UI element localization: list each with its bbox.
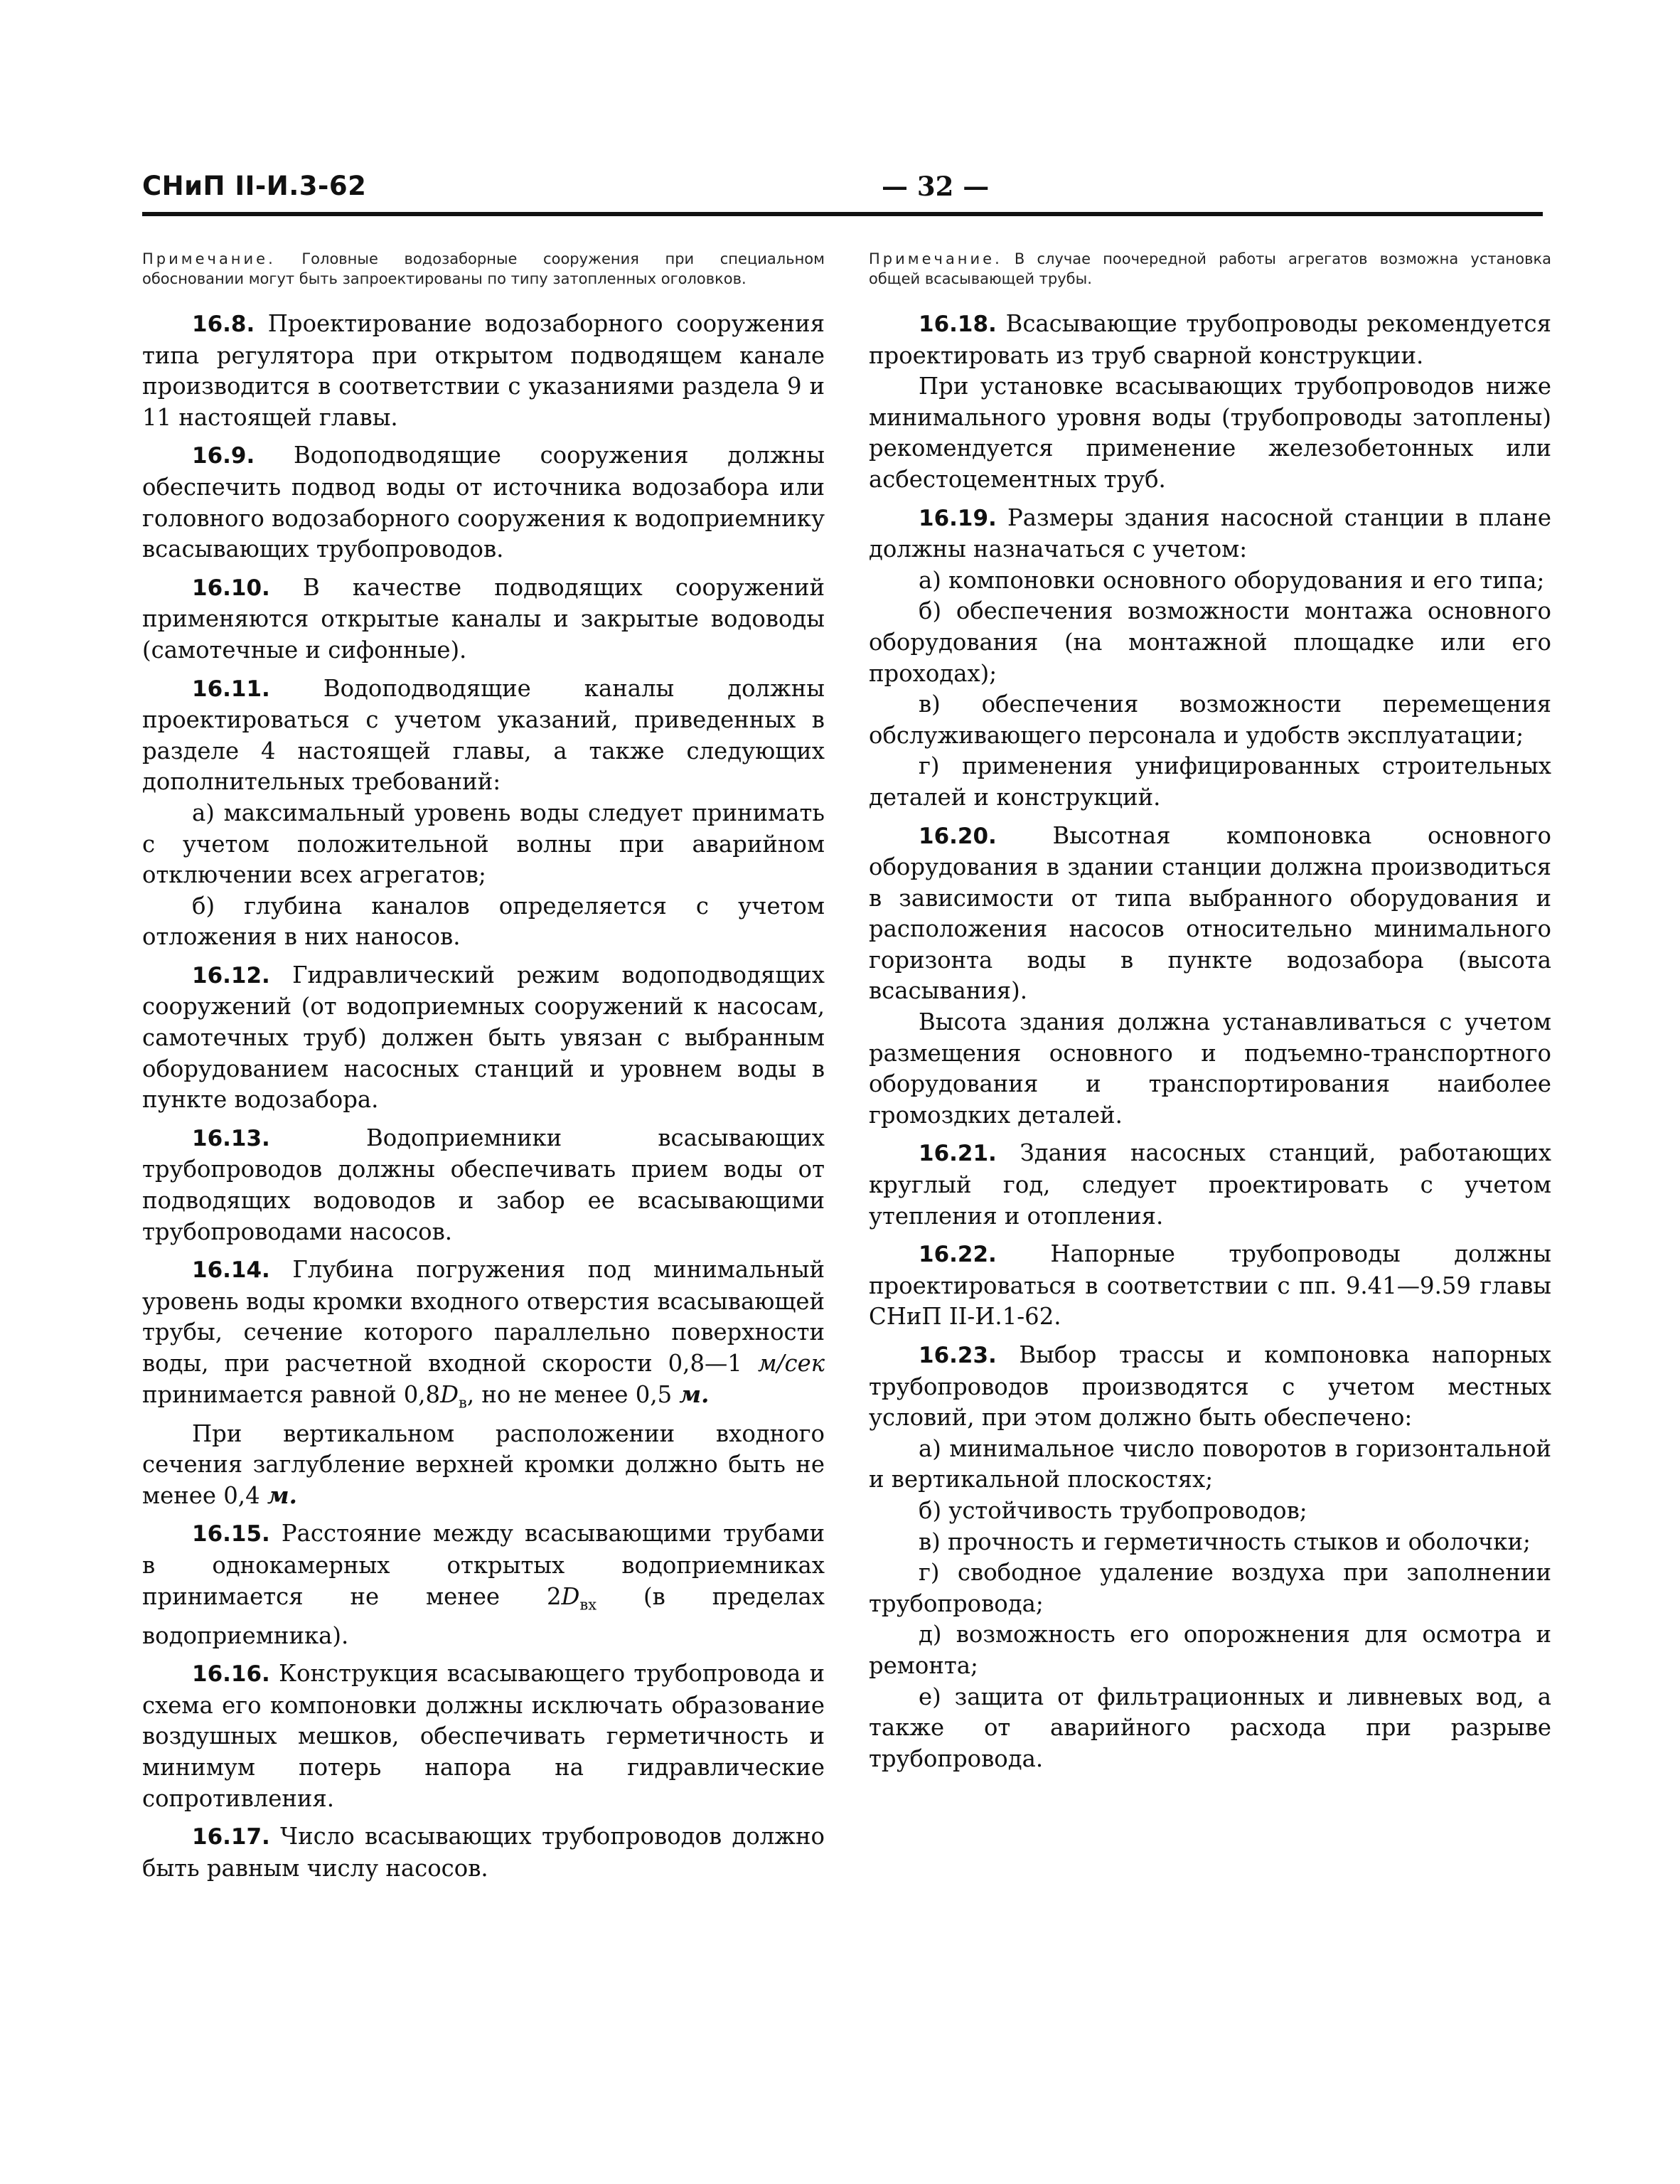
clause-number: 16.21. [919,1141,997,1167]
clause-text: (в пределах водоприемника). [142,1582,825,1649]
list-item: в) обеспечения возможности перемещения обслуживающего персонала и удобств эксплуатации; [869,691,1551,749]
right-column [869,249,1551,1774]
list-item: а) минимальное число поворотов в горизонтальной и вертикальной плоскостях; [869,1434,1551,1493]
clause-number: 16.20. [919,823,997,849]
paragraph-16-21 [869,1138,1551,1232]
clause-number: 16.15. [192,1521,270,1548]
clause-number: 16.9. [192,443,255,469]
paragraph-16-17 [142,1821,825,1884]
list-item: а) максимальный уровень воды следует принимать с учетом положительной волны при аварийном отключении всех агрегатов; [142,799,825,889]
list-item: д) возможность его опорожнения для осмотра и ремонта; [869,1621,1551,1679]
note-right [869,249,1551,289]
unit-meter: м. [679,1380,710,1408]
clause-number: 16.19. [919,505,997,531]
note-label: Примечание. [142,250,276,267]
clause-text: Размеры здания насосной станции в плане должны назначаться с учетом: [869,504,1551,563]
paragraph-16-22 [869,1239,1551,1333]
clause-number: 16.23. [919,1343,997,1368]
clause-text: В качестве подводящих сооружений применяются открытые каналы и закрытые водоводы (самотечные и сифонные). [142,573,825,664]
symbol-d: D [440,1380,459,1408]
clause-number: 16.17. [192,1824,270,1850]
subscript: вх [579,1596,597,1614]
paragraph-16-23 [869,1340,1551,1434]
page-number: — 32 — [882,171,990,202]
paragraph-16-12 [142,960,825,1116]
list-item: б) устойчивость трубопроводов; [919,1496,1307,1524]
paragraph-16-18 [869,309,1551,371]
clause-number: 16.13. [192,1125,270,1151]
left-column [142,249,825,1884]
clause-number: 16.14. [192,1257,270,1284]
note-left [142,249,825,289]
document-code: СНиП II-И.3-62 [142,171,367,201]
clause-text: Глубина погружения под минимальный уровень воды кромки входного отверстия всасывающей трубы, сечение которого параллельно поверхности воды, при расчетной входной скорости 0,8—1 [142,1256,825,1377]
symbol-d: D [561,1582,580,1610]
clause-text: Высотная компоновка основного оборудования в здании станции должна производиться в зависимости от типа выбранного оборудования и расположения насосов относительно минимального горизонта воды в пункте водозабора (высота всасывания). [869,821,1551,1005]
list-item: б) глубина каналов определяется с учетом отложения в них наносов. [142,892,825,951]
list-item: г) свободное удаление воздуха при заполнении трубопровода; [869,1559,1551,1617]
list-item: б) обеспечения возможности монтажа основного оборудования (на монтажной площадке или его проходах); [869,597,1551,687]
unit-meter: м. [267,1481,297,1509]
paragraph-16-8 [142,309,825,433]
unit-velocity: м/сек [757,1350,825,1377]
clause-text: Водоприемники всасывающих трубопроводов должны обеспечивать прием воды от подводящих водоводов и забор ее всасывающими трубопроводами насосов. [142,1124,825,1245]
paragraph-16-15 [142,1518,825,1651]
clause-text: Водоподводящие каналы должны проектироваться с учетом указаний, приведенных в разделе 4 настоящей главы, а также следующих дополнительных требований: [142,674,825,796]
clause-number: 16.8. [192,311,255,337]
clause-number: 16.12. [192,962,270,989]
clause-text: Напорные трубопроводы должны проектироваться в соответствии с пп. 9.41—9.59 главы СНиП II-И.1-62. [869,1240,1551,1331]
clause-text: , но не менее 0,5 [466,1380,680,1408]
clause-number: 16.10. [192,575,270,601]
paragraph-16-16 [142,1658,825,1814]
note-label: Примечание. [869,250,1002,267]
paragraph-16-20 [869,821,1551,1008]
header-rule [142,212,1543,216]
clause-text: При вертикальном расположении входного сечения заглубление верхней кромки должно быть не менее 0,4 [142,1419,825,1509]
page-header [142,171,1543,213]
paragraph-vertical-section [142,1419,825,1512]
clause-text: Гидравлический режим водоподводящих сооружений (от водоприемных сооружений к насосам, самотечных труб) должен быть увязан с выбранным оборудованием насосных станций и уровнем воды в пункте водозабора. [142,961,825,1114]
paragraph-16-13 [142,1123,825,1247]
clause-text: Всасывающие трубопроводы рекомендуется проектировать из труб сварной конструкции. [869,310,1551,369]
list-item: е) защита от фильтрационных и ливневых вод, а также от аварийного расхода при разрыве трубопровода. [869,1683,1551,1772]
clause-text: Число всасывающих трубопроводов должно быть равным числу насосов. [142,1823,825,1882]
clause-number: 16.16. [192,1661,270,1688]
clause-text: Водоподводящие сооружения должны обеспечить подвод воды от источника водозабора или головного водозаборного сооружения к водоприемнику всасывающих трубопроводов. [142,442,825,563]
clause-text: Конструкция всасывающего трубопровода и схема его компоновки должны исключать образование воздушных мешков, обеспечивать герметичность и минимум потерь напора на гидравлические сопротивления. [142,1660,825,1812]
paragraph-16-11 [142,673,825,798]
clause-number: 16.22. [919,1242,997,1268]
clause-text: принимается равной 0,8 [142,1380,441,1408]
paragraph-16-9 [142,440,825,565]
note-text: Головные водозаборные сооружения при специальном обосновании могут быть запроектированы по типу затопленных оголовков. [142,250,825,287]
paragraph-16-19 [869,503,1551,565]
paragraph-16-14 [142,1255,825,1418]
clause-text: Проектирование водозаборного сооружения типа регулятора при открытом подводящем канале производится в соответствии с указаниями раздела 9 и 11 настоящей главы. [142,310,825,431]
list-item: г) применения унифицированных строительных деталей и конструкций. [869,752,1551,811]
clause-text: Здания насосных станций, работающих круглый год, следует проектировать с учетом утепления и отопления. [869,1139,1551,1230]
clause-number: 16.18. [919,311,997,337]
note-text: В случае поочередной работы агрегатов возможна установка общей всасывающей трубы. [869,250,1551,287]
clause-number: 16.11. [192,676,270,702]
list-item: в) прочность и герметичность стыков и оболочки; [919,1528,1531,1555]
paragraph-building-height: Высота здания должна устанавливаться с учетом размещения основного и подъемно-транспортного оборудования и транспортирования наиболее громоздких деталей. [869,1008,1551,1129]
paragraph-submerged-pipes: При установке всасывающих трубопроводов ниже минимального уровня воды (трубопроводы затоплены) рекомендуется применение железобетонных или асбестоцементных труб. [869,373,1551,493]
list-item: а) компоновки основного оборудования и его типа; [919,566,1545,594]
clause-text: Выбор трассы и компоновка напорных трубопроводов производятся с учетом местных условий, при этом должно быть обеспечено: [869,1341,1551,1432]
paragraph-16-10 [142,572,825,666]
subscript: в [459,1394,467,1412]
clause-text: Расстояние между всасывающими трубами в однокамерных открытых водоприемниках принимается не менее 2 [142,1520,825,1610]
